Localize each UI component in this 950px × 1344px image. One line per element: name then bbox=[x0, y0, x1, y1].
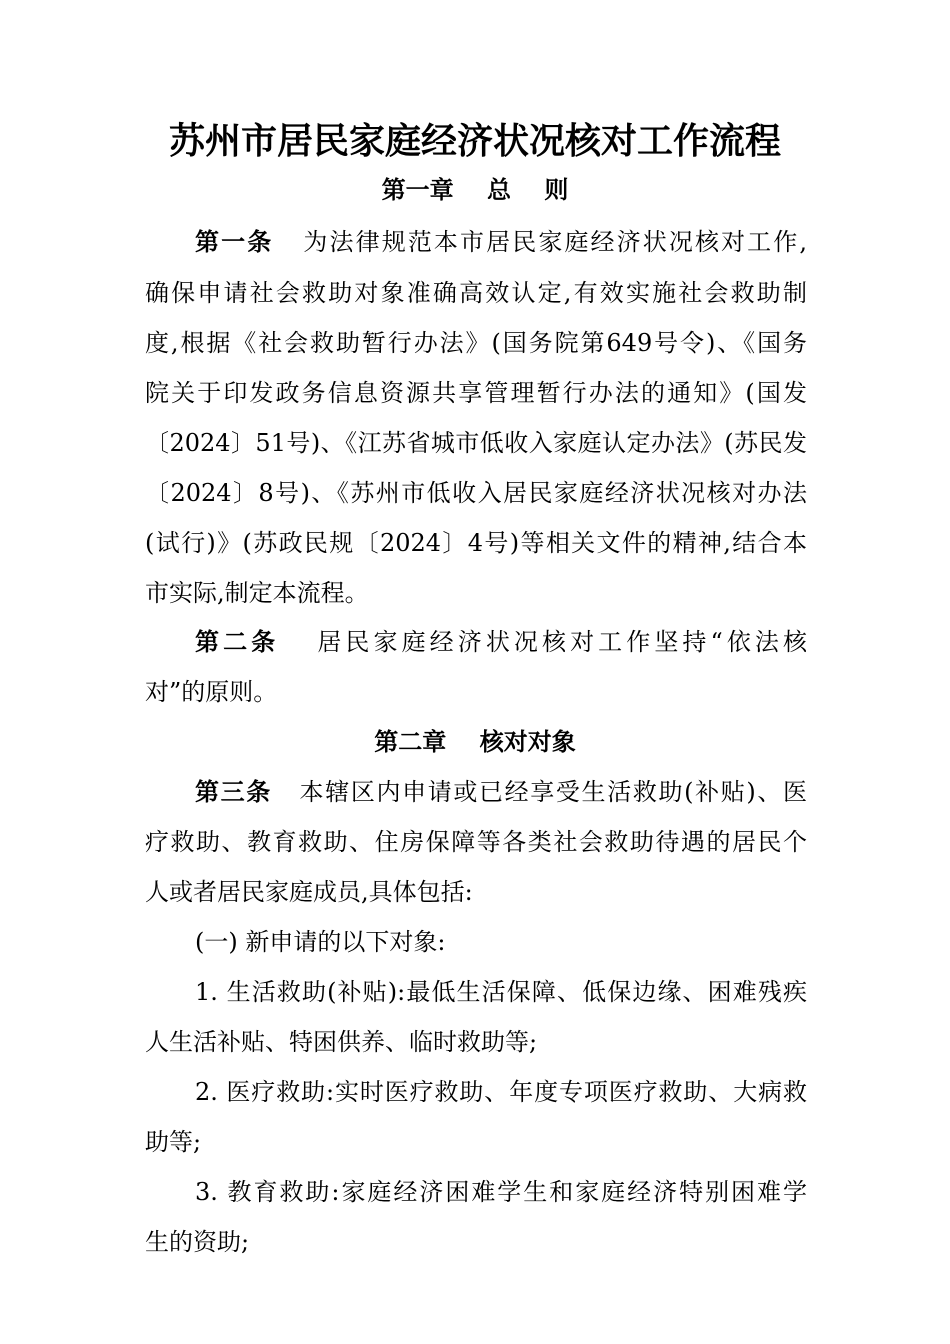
article-3-label: 第三条 bbox=[195, 778, 272, 806]
item-1-line-2: 人生活补贴、特困供养、临时救助等; bbox=[145, 1028, 538, 1056]
article-1-text: 为法律规范本市居民家庭经济状况核对工作, bbox=[301, 228, 807, 256]
item-3-line-2: 生的资助; bbox=[145, 1228, 250, 1256]
article-1-line-5: 〔2024〕51号)、《江苏省城市低收入家庭认定办法》(苏民发 bbox=[145, 429, 807, 457]
article-1-line-7: (试行)》(苏政民规〔2024〕4号)等相关文件的精神,结合本 bbox=[145, 529, 807, 557]
article-1-line-2: 确保申请社会救助对象准确高效认定,有效实施社会救助制 bbox=[145, 279, 807, 307]
article-2-line-1 bbox=[195, 624, 807, 660]
article-2-text: 居民家庭经济状况核对工作坚持“依法核 bbox=[313, 628, 807, 656]
article-3-line-2: 疗救助、教育救助、住房保障等各类社会救助待遇的居民个 bbox=[145, 828, 807, 856]
article-2-line-2: 对”的原则。 bbox=[145, 678, 278, 706]
item-1-line-1: 1. 生活救助(补贴):最低生活保障、低保边缘、困难残疾 bbox=[195, 978, 807, 1006]
article-1-label: 第一条 bbox=[195, 228, 274, 256]
item-2-line-1: 2. 医疗救助:实时医疗救助、年度专项医疗救助、大病救 bbox=[195, 1078, 807, 1106]
article-3-text: 本辖区内申请或已经享受生活救助(补贴)、医 bbox=[297, 778, 808, 806]
item-2-line-2: 助等; bbox=[145, 1128, 202, 1156]
article-2-label: 第二条 bbox=[195, 628, 280, 656]
article-1-line-8: 市实际,制定本流程。 bbox=[145, 579, 369, 607]
article-3-line-3: 人或者居民家庭成员,具体包括: bbox=[145, 878, 473, 906]
article-1-line-6: 〔2024〕8号)、《苏州市低收入居民家庭经济状况核对办法 bbox=[145, 479, 807, 507]
document-title: 苏州市居民家庭经济状况核对工作流程 bbox=[168, 121, 781, 162]
article-1-line-1 bbox=[195, 224, 807, 260]
article-3-line-1 bbox=[195, 774, 807, 810]
article-1-line-4: 院关于印发政务信息资源共享管理暂行办法的通知》(国发 bbox=[145, 379, 807, 407]
section-1-heading: (一) 新申请的以下对象: bbox=[195, 928, 446, 956]
chapter-2-heading: 第二章 核对对象 bbox=[374, 728, 576, 756]
chapter-1-heading: 第一章 总 则 bbox=[381, 176, 569, 204]
item-3-line-1: 3. 教育救助:家庭经济困难学生和家庭经济特别困难学 bbox=[195, 1178, 807, 1206]
article-1-line-3: 度,根据《社会救助暂行办法》(国务院第649号令)、《国务 bbox=[145, 329, 807, 357]
